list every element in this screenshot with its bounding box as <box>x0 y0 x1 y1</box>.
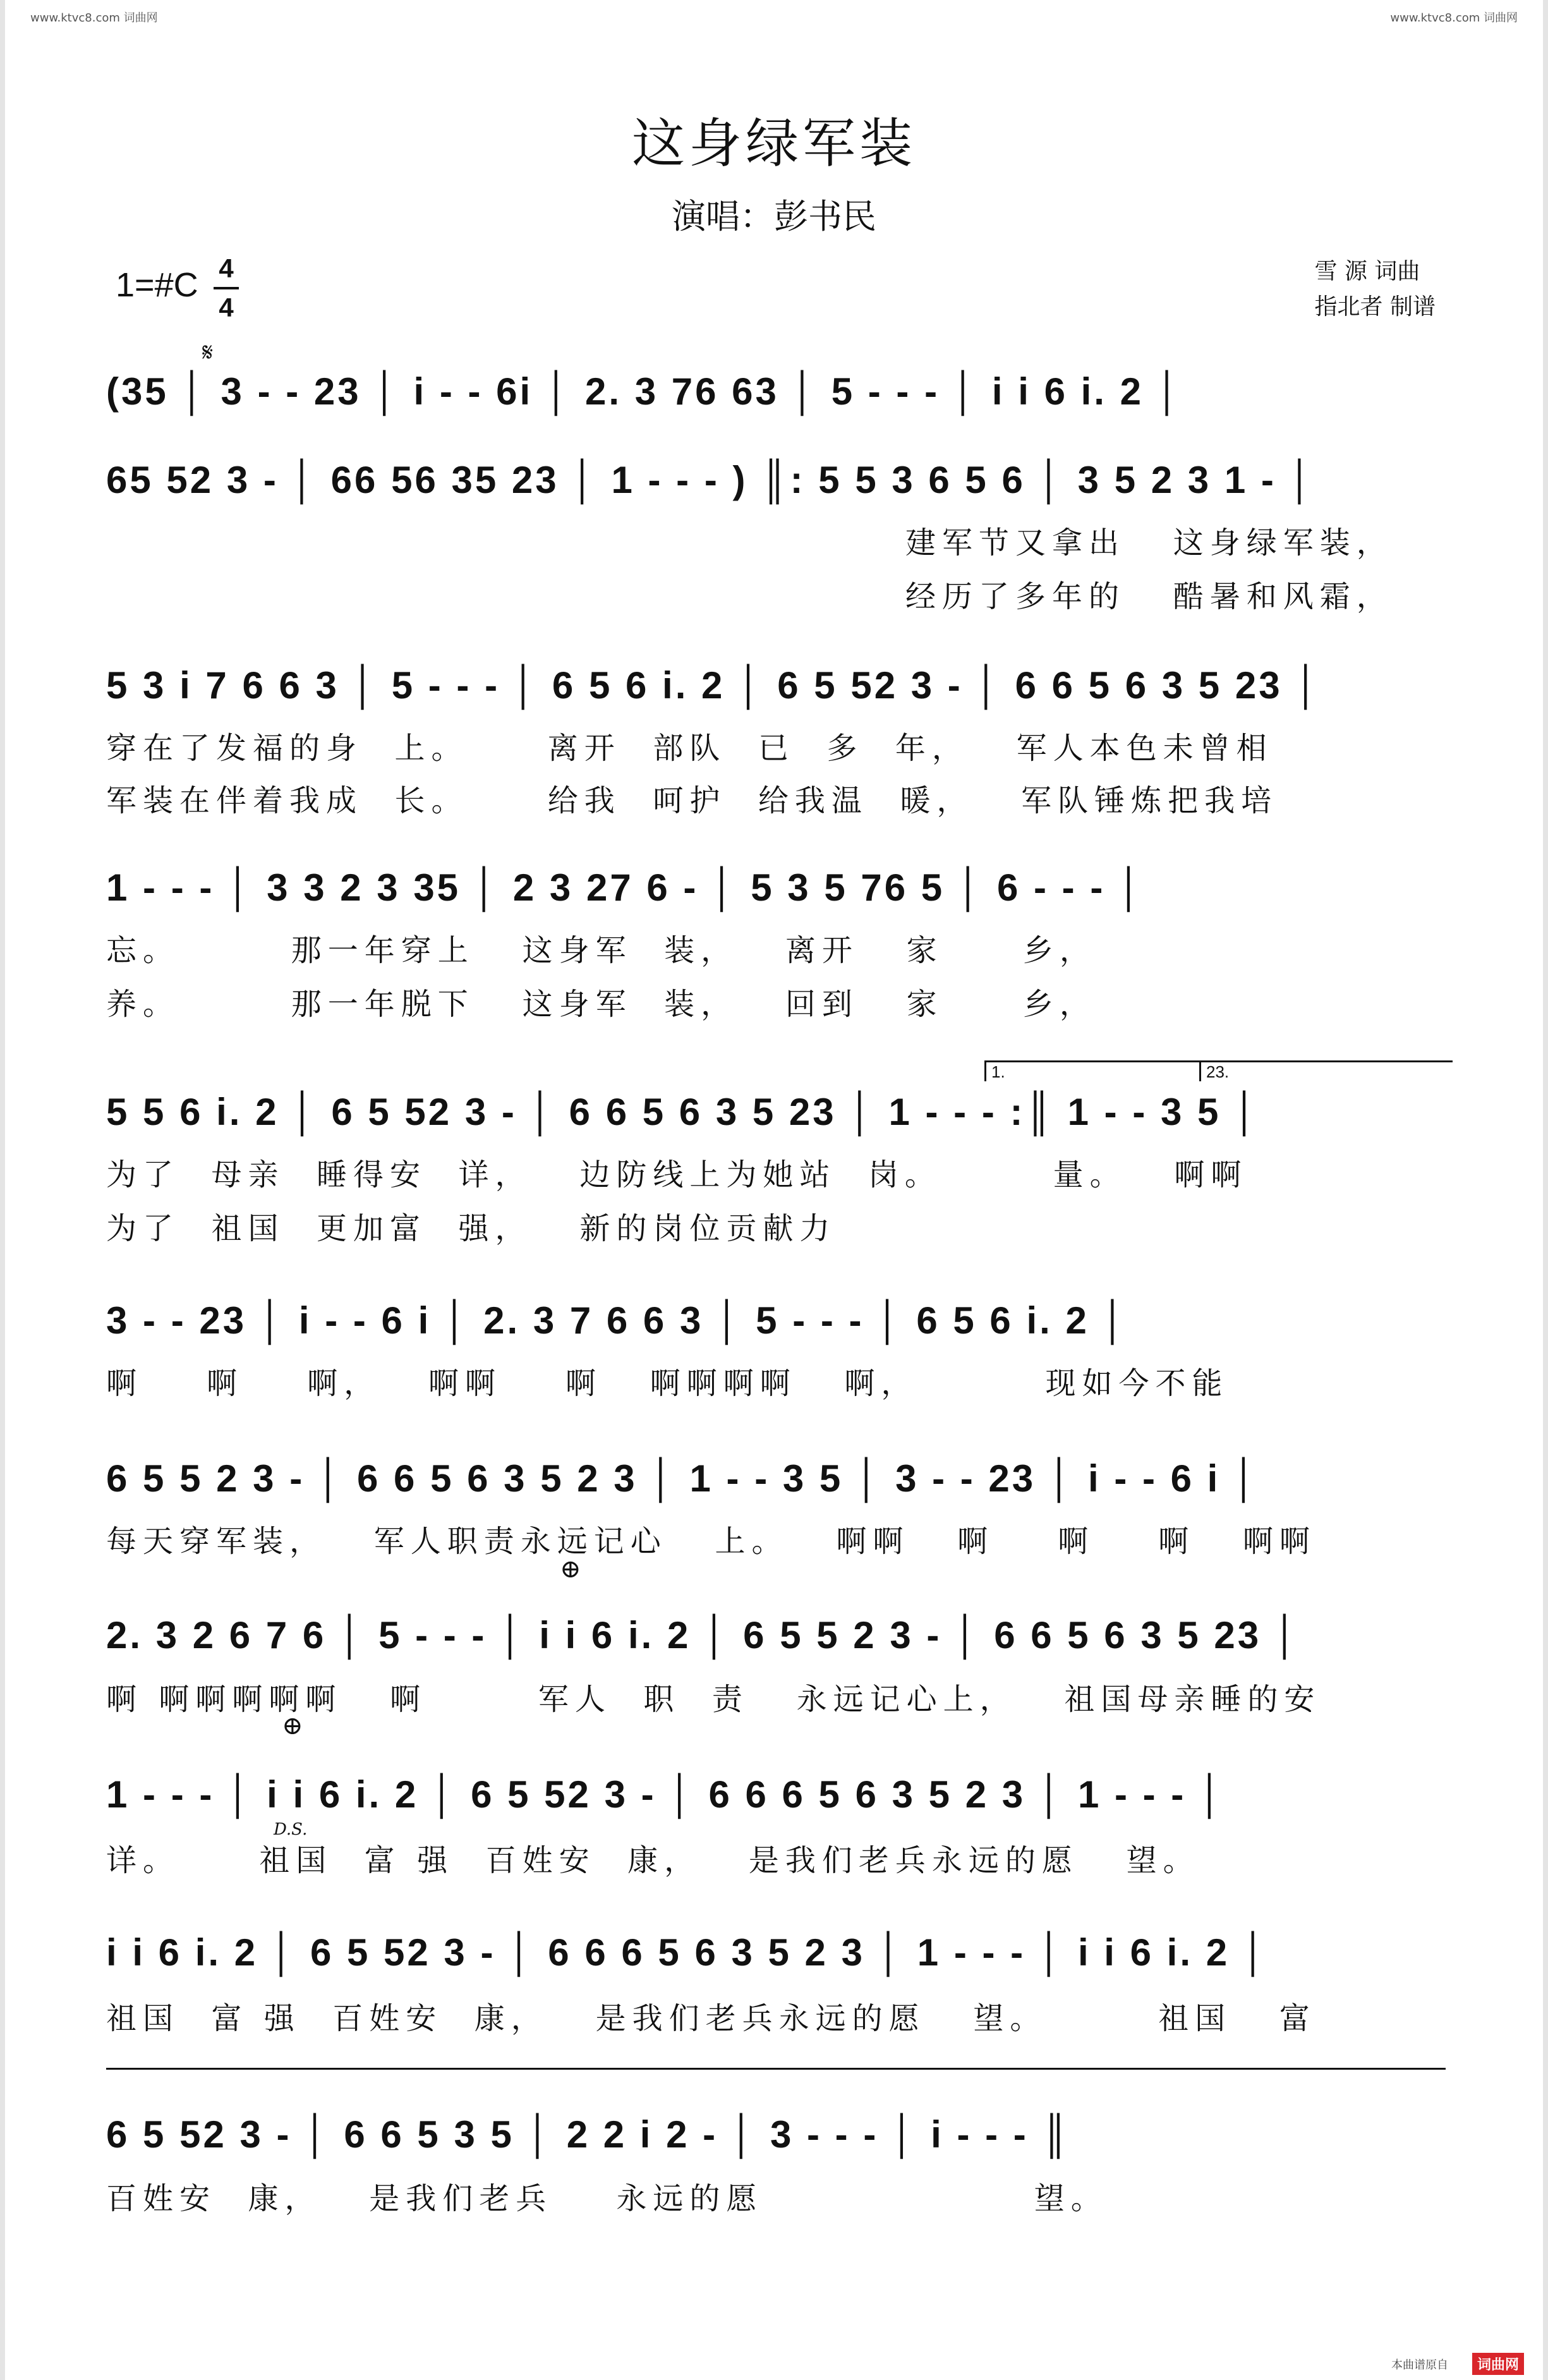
notation-row-3: 5 3 i 7 6 6 3 │ 5 - - - │ 6 5 6 i. 2 │ 6 5 52 3 - │ 6 6 5 6 3 5 23 │ <box>106 664 1322 707</box>
tie-line <box>106 2068 1446 2070</box>
notation-row-7: 6 5 5 2 3 - │ 6 6 5 6 3 5 2 3 │ 1 - - 3 5 │ 3 - - 23 │ i - - 6 i │ <box>106 1457 1260 1500</box>
lyrics-row-4-verse-2: 养。 那一年脱下 这身军 装， 回到 家 乡， <box>106 987 1096 1022</box>
site-watermark-right: www.ktvc8.com 词曲网 <box>1390 11 1518 25</box>
credit-composer: 雪 源 词曲 <box>1314 258 1420 284</box>
notation-row-9: 1 - - - │ i i 6 i. 2 │ 6 5 52 3 - │ 6 6 6 5 6 3 5 2 3 │ 1 - - - │ <box>106 1773 1226 1816</box>
volta-second-ending: 23. <box>1199 1060 1453 1081</box>
notation-row-5: 5 5 6 i. 2 │ 6 5 52 3 - │ 6 6 5 6 3 5 23 │ 1 - - - :║ 1 - - 3 5 │ <box>106 1091 1261 1133</box>
lyrics-row-11: 百姓安 康， 是我们老兵 永远的愿 望。 <box>106 2181 1108 2216</box>
lyrics-row-2-verse-2: 经历了多年的 酷暑和风霜， <box>905 579 1393 614</box>
notation-row-2: 65 52 3 - │ 66 56 35 23 │ 1 - - - ) ║: 5 5 3 6 5 6 │ 3 5 2 3 1 - │ <box>106 459 1316 501</box>
notation-row-10: i i 6 i. 2 │ 6 5 52 3 - │ 6 6 6 5 6 3 5 2 3 │ 1 - - - │ i i 6 i. 2 │ <box>106 1931 1269 1974</box>
time-numerator: 4 <box>219 253 234 283</box>
lyrics-row-2-verse-1: 建军节又拿出 这身绿军装， <box>905 525 1393 561</box>
notation-row-8: 2. 3 2 6 7 6 │ 5 - - - │ i i 6 i. 2 │ 6 5 5 2 3 - │ 6 6 5 6 3 5 23 │ <box>106 1614 1301 1656</box>
time-signature <box>214 253 239 324</box>
dal-segno-mark: D.S. <box>274 1820 308 1839</box>
notation-row-11: 6 5 52 3 - │ 6 6 5 3 5 │ 2 2 i 2 - │ 3 - - - │ i - - - ║ <box>106 2113 1071 2156</box>
footer-source-text: 本曲谱原自 <box>1391 2359 1448 2372</box>
credit-arranger: 指北者 制谱 <box>1314 294 1436 320</box>
segno-mark: 𝄋 <box>202 338 214 367</box>
lyrics-row-8: 啊 啊啊啊啊啊 啊 军人 职 责 永远记心上， 祖国母亲睡的安 <box>106 1682 1321 1717</box>
lyrics-row-3-verse-1: 穿在了发福的身 上。 离开 部队 已 多 年， 军人本色未曾相 <box>106 731 1273 766</box>
song-title: 这身绿军装 <box>631 112 916 174</box>
site-watermark-left: www.ktvc8.com 词曲网 <box>30 11 158 25</box>
lyrics-row-7: 每天穿军装， 军人职责永远记心 上。 啊啊 啊 啊 啊 啊啊 <box>106 1524 1316 1559</box>
footer-site-logo: 词曲网 <box>1472 2353 1524 2375</box>
lyrics-row-4-verse-1: 忘。 那一年穿上 这身军 装， 离开 家 乡， <box>106 933 1096 968</box>
volta-first-ending: 1. <box>984 1060 1200 1081</box>
lyrics-row-5-verse-1: 为了 母亲 睡得安 详， 边防线上为她站 岗。 量。 啊啊 <box>106 1157 1248 1193</box>
notation-row-1: (35 │ 3 - - 23 │ i - - 6i │ 2. 3 76 63 │ 5 - - - │ i i 6 i. 2 │ <box>106 370 1183 413</box>
credits <box>1315 254 1436 325</box>
lyrics-row-3-verse-2: 军装在伴着我成 长。 给我 呵护 给我温 暖， 军队锤炼把我培 <box>106 783 1278 818</box>
lyrics-row-9: 详。 祖国 富 强 百姓安 康， 是我们老兵永远的愿 望。 <box>106 1843 1200 1878</box>
time-denominator: 4 <box>219 293 234 322</box>
key-signature: 1=#C <box>116 266 198 304</box>
coda-mark-1: ⊕ <box>560 1555 581 1584</box>
coda-mark-2: ⊕ <box>282 1711 303 1740</box>
lyrics-row-10: 祖国 富 强 百姓安 康， 是我们老兵永远的愿 望。 祖国 富 <box>106 2001 1316 2036</box>
notation-row-4: 1 - - - │ 3 3 2 3 35 │ 2 3 27 6 - │ 5 3 5 76 5 │ 6 - - - │ <box>106 866 1145 909</box>
singer-line: 演唱：彭书民 <box>672 197 876 236</box>
lyrics-row-5-verse-2: 为了 祖国 更加富 强， 新的岗位贡献力 <box>106 1211 837 1246</box>
notation-row-6: 3 - - 23 │ i - - 6 i │ 2. 3 7 6 6 3 │ 5 - - - │ 6 5 6 i. 2 │ <box>106 1299 1129 1342</box>
lyrics-row-6: 啊 啊 啊， 啊啊 啊 啊啊啊啊 啊， 现如今不能 <box>106 1366 1229 1401</box>
